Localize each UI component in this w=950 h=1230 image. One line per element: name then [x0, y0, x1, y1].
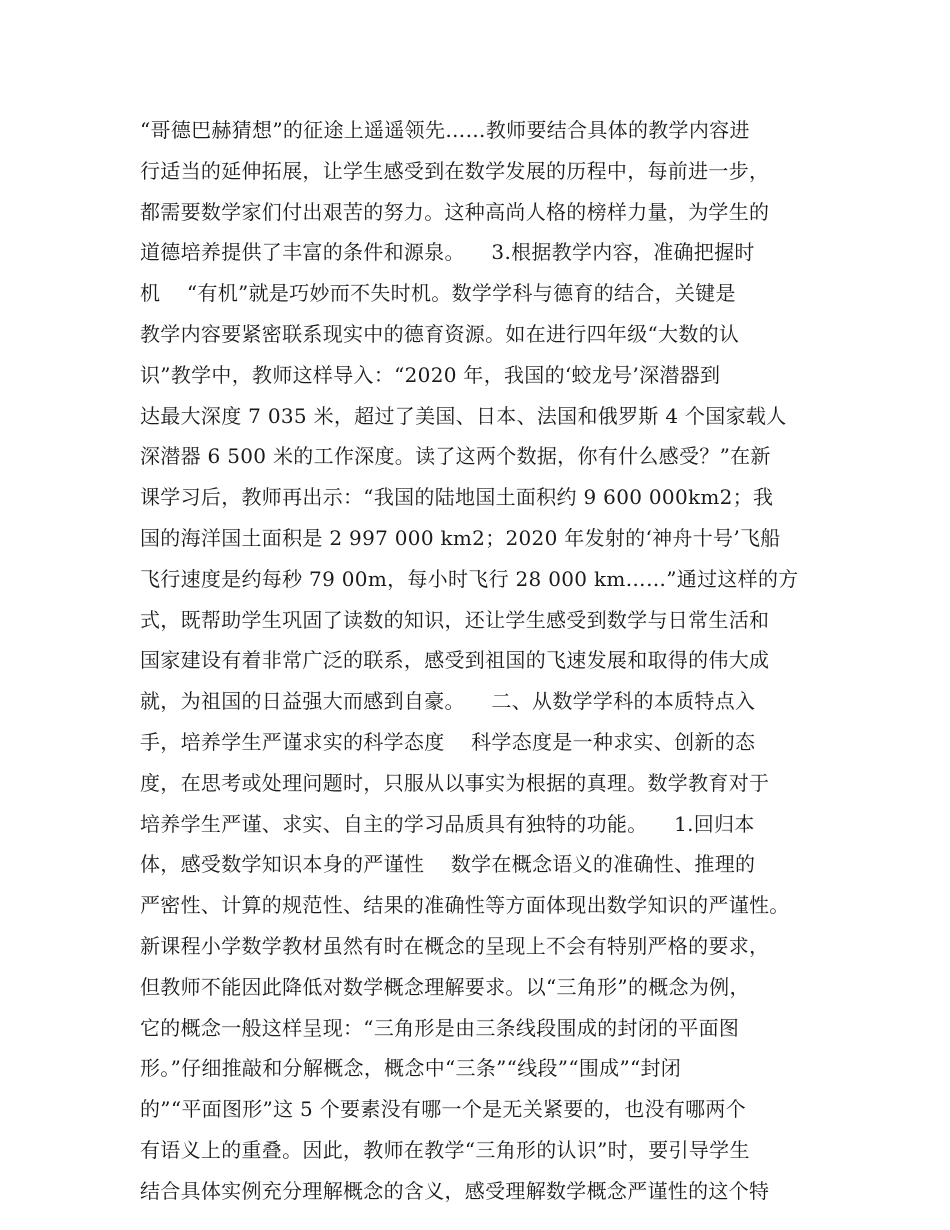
text-line: 行适当的延伸拓展，让学生感受到在数学发展的历程中，每前进一步，	[140, 158, 770, 183]
text-line: 形。”仔细推敲和分解概念，概念中“三条”“线段”“围成”“封闭	[140, 1056, 682, 1081]
text-line: 但教师不能因此降低对数学概念理解要求。以“三角形”的概念为例，	[140, 974, 750, 999]
text-line: “哥德巴赫猜想”的征途上遥遥领先……教师要结合具体的教学内容进	[140, 118, 750, 142]
text-line: 的”“平面图形”这 5 个要素没有哪一个是无关紧要的，也没有哪两个	[140, 1097, 747, 1122]
text-line: 课学习后，教师再出示：“我国的陆地国土面积约 9 600 000km2；我	[140, 485, 774, 510]
body-text	[140, 110, 840, 1212]
text-line: 机 “有机”就是巧妙而不失时机。数学学科与德育的结合，关键是	[140, 281, 736, 306]
text-line: 道德培养提供了丰富的条件和源泉。 3.根据教学内容，准确把握时	[140, 240, 755, 265]
text-line: 飞行速度是约每秒 79 00m，每小时飞行 28 000 km……”通过这样的方	[140, 566, 799, 591]
text-line: 都需要数学家们付出艰苦的努力。这种高尚人格的榜样力量，为学生的	[140, 199, 770, 224]
text-line: 式，既帮助学生巩固了读数的知识，还让学生感受到数学与日常生活和	[140, 607, 770, 632]
text-line: 深潜器 6 500 米的工作深度。读了这两个数据，你有什么感受？”在新	[140, 444, 771, 469]
text-line: 结合具体实例充分理解概念的含义，感受理解数学概念严谨性的这个特	[140, 1178, 770, 1203]
text-line: 培养学生严谨、求实、自主的学习品质具有独特的功能。 1.回归本	[140, 811, 755, 836]
text-line: 国的海洋国土面积是 2 997 000 km2；2020 年发射的‘神舟十号’飞船	[140, 525, 781, 550]
text-line: 度，在思考或处理问题时，只服从以事实为根据的真理。数学教育对于	[140, 770, 770, 795]
text-line: 它的概念一般这样呈现：“三角形是由三条线段围成的封闭的平面图	[140, 1015, 740, 1040]
text-line: 手，培养学生严谨求实的科学态度 科学态度是一种求实、创新的态	[140, 729, 756, 754]
text-line: 有语义上的重叠。因此，教师在教学“三角形的认识”时，要引导学生	[140, 1137, 750, 1162]
text-line: 教学内容要紧密联系现实中的德育资源。如在进行四年级“大数的认	[140, 321, 740, 346]
text-line: 体，感受数学知识本身的严谨性 数学在概念语义的准确性、推理的	[140, 852, 756, 877]
text-line: 严密性、计算的规范性、结果的准确性等方面体现出数学知识的严谨性。	[140, 893, 790, 918]
text-line: 就，为祖国的日益强大而感到自豪。 二、从数学学科的本质特点入	[140, 689, 756, 714]
text-line: 识”教学中，教师这样导入：“2020 年，我国的‘蛟龙号’深潜器到	[140, 362, 721, 387]
text-line: 国家建设有着非常广泛的联系，感受到祖国的飞速发展和取得的伟大成	[140, 648, 770, 673]
text-line: 达最大深度 7 035 米，超过了美国、日本、法国和俄罗斯 4 个国家载人	[140, 403, 787, 428]
text-line: 新课程小学数学教材虽然有时在概念的呈现上不会有特别严格的要求，	[140, 933, 770, 958]
